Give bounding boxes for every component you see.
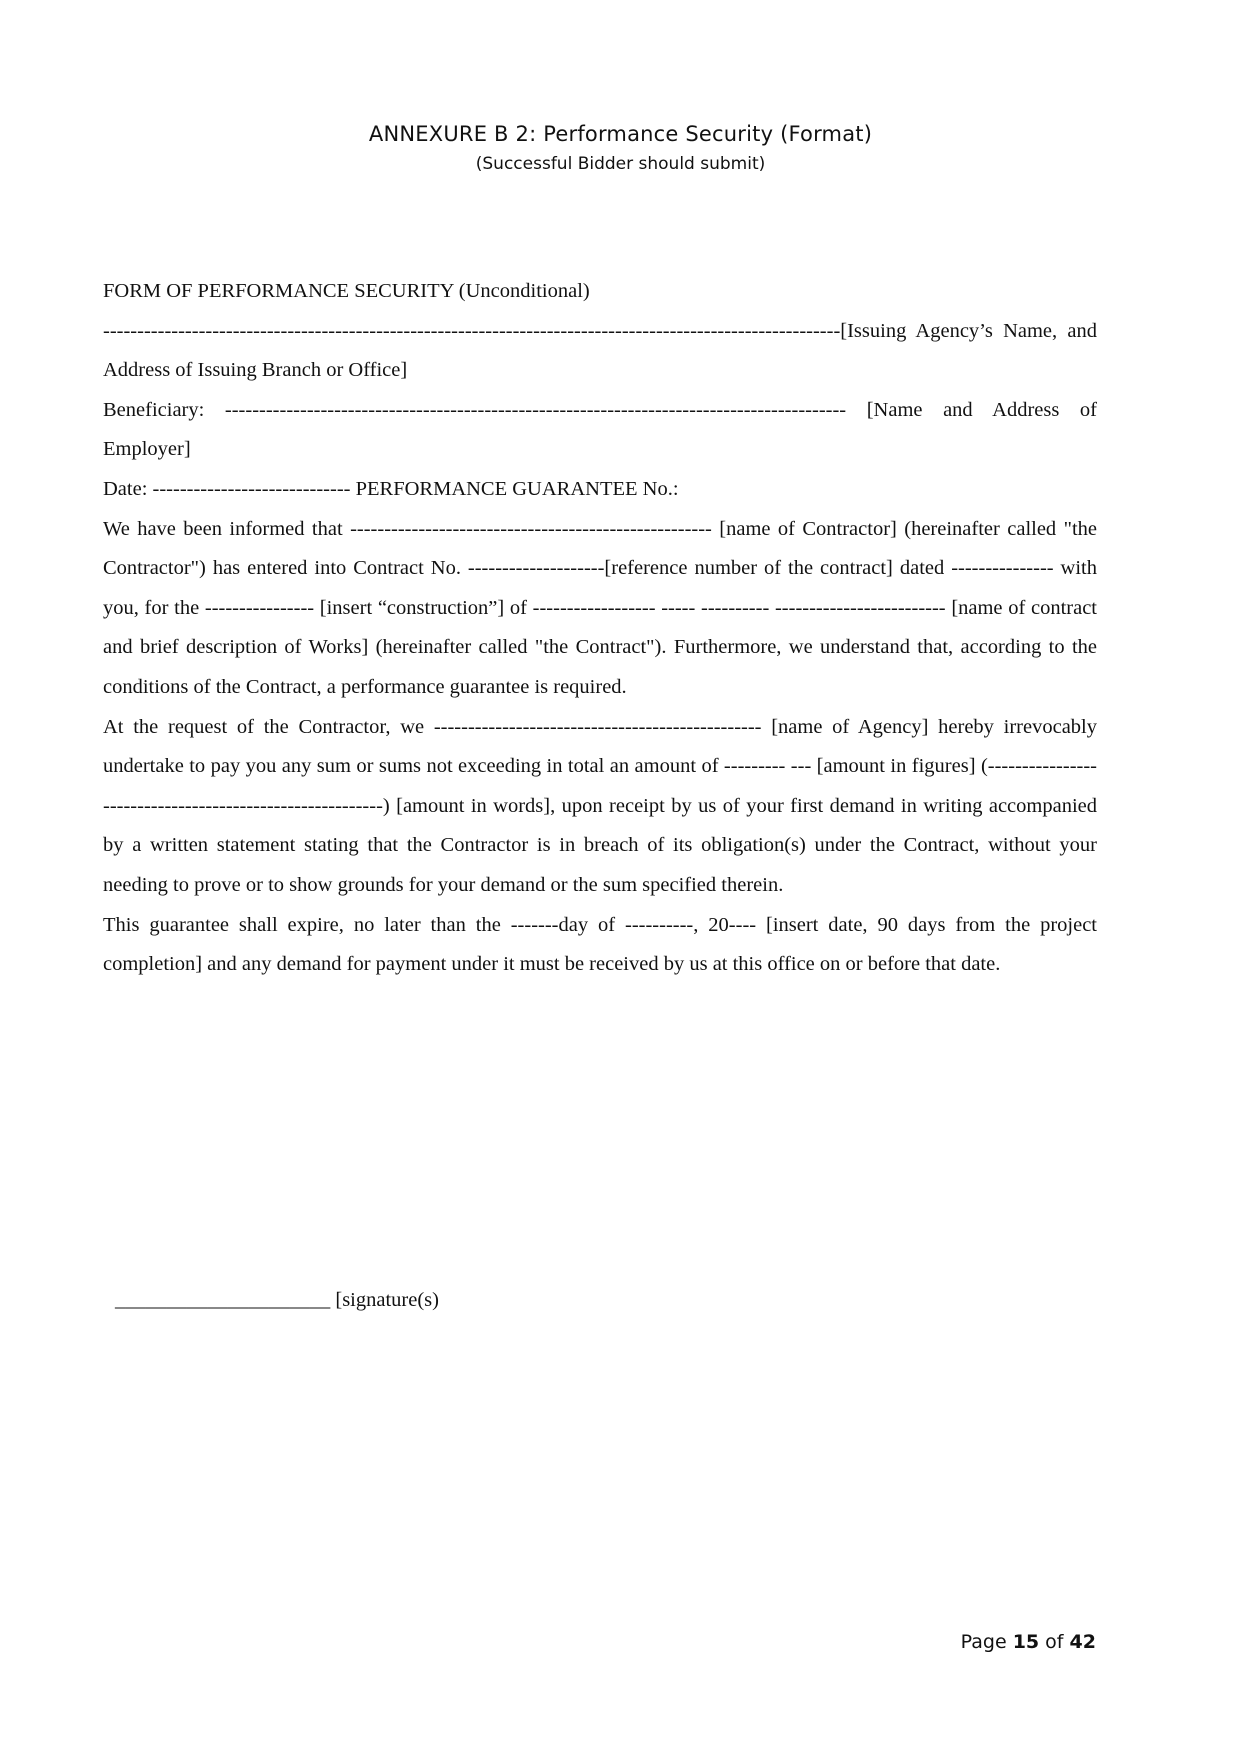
form-body	[103, 272, 1097, 985]
expiry-paragraph: This guarantee shall expire, no later than the -------day of ----------, 20---- [insert date, 90 days from the project completion] and any demand for payment under it must be received by us at this office on or before that date.	[103, 913, 1097, 976]
contract-paragraph: We have been informed that ----------------------------------------------------- [name of Contractor] (hereinafter called "the Contractor") has entered into Contract No. --------------------[reference number of the contract] dated --------------- with you, for the ---------------- [insert “construction”] of ------------------ ----- ---------- ------------------------- [name of contract and brief description of Works] (hereinafter called "the Contract"). Furthermore, we understand that, according to the conditions of the Contract, a performance guarantee is required.	[103, 517, 1097, 698]
page-prefix: Page	[960, 1631, 1013, 1653]
beneficiary-line: Beneficiary: ------------------------------------------------------------------------------------------- [Name and Address of Employer]	[103, 398, 1097, 461]
annexure-title: ANNEXURE B 2: Performance Security (Format)	[368, 122, 873, 146]
page-total: 42	[1069, 1631, 1096, 1653]
page-of: of	[1039, 1631, 1070, 1653]
signature-line: _____________________ [signature(s)	[115, 1289, 439, 1311]
page-current: 15	[1012, 1631, 1040, 1653]
date-guarantee-line: Date: ----------------------------- PERFORMANCE GUARANTEE No.:	[103, 477, 679, 500]
form-heading: FORM OF PERFORMANCE SECURITY (Unconditional)	[103, 280, 590, 302]
issuing-agency-line: ------------------------------------------------------------------------------------------------------------[Issuing Agency’s Name, and Address of Issuing Branch or Office]	[103, 319, 1097, 382]
annexure-subtitle: (Successful Bidder should submit)	[475, 154, 766, 174]
undertaking-paragraph: At the request of the Contractor, we ------------------------------------------------ [name of Agency] hereby irrevocably undertake to pay you any sum or sums not exceeding in total an amount of --------- --- [amount in figures] (---------------------------------------------------------) [amount in words], upon receipt by us of your first demand in writing accompanied by a written statement stating that the Contractor is in breach of its obligation(s) under the Contract, without your needing to prove or to show grounds for your demand or the sum specified therein.	[103, 715, 1097, 896]
page-number	[961, 1630, 1096, 1654]
